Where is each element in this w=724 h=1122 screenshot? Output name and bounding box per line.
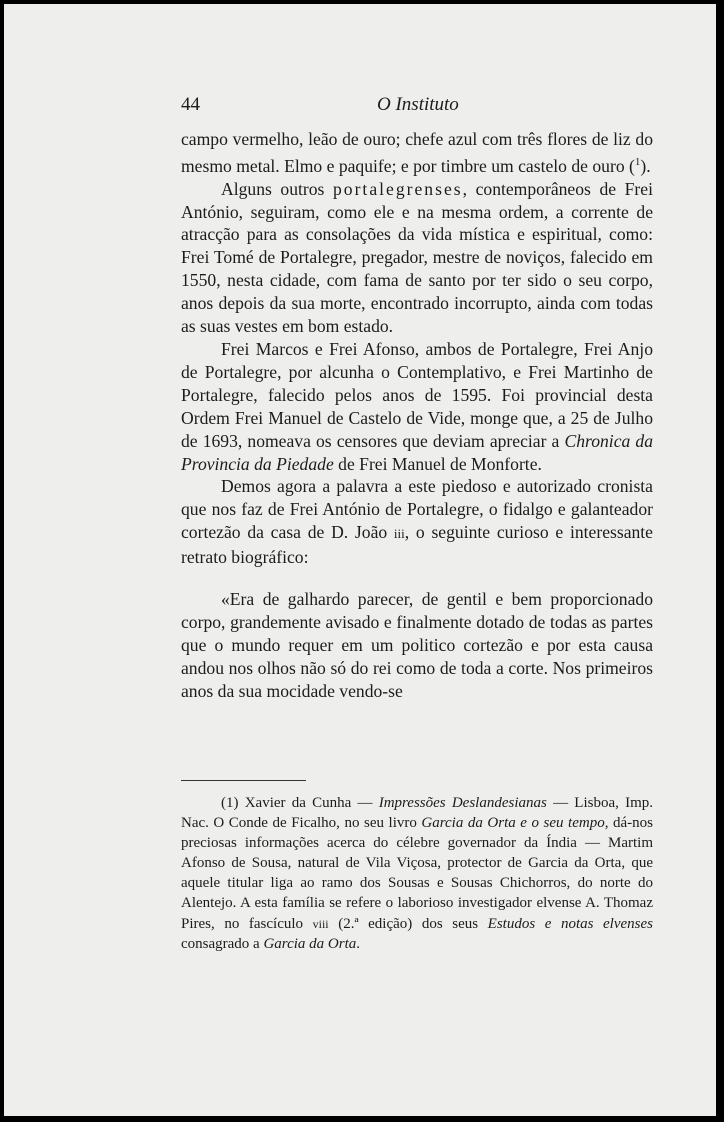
paragraph-4-end: , o seguinte curioso e interessante retrato biográfico: [181,522,653,568]
footnote-part-1: Xavier da Cunha — [238,795,379,811]
book-page [4,4,716,1116]
page-header [181,94,653,116]
paragraph-2-spaced-word: portalegrenses [332,178,463,199]
quote-paragraph: «Era de galhardo parecer, de gentil e bem proporcionado corpo, grandemente avisado e finalmente dotado de todas as partes que o mundo requer em um politico cortezão e por esta causa andou nos olhos não só do rei como de toda a corte. Nos primeiros anos da sua mocidade vendo-se [181,589,653,701]
paragraph-4 [181,475,653,569]
footnote-part-2: — Lisboa, Imp. Nac. O Conde de Ficalho, no seu livro [181,795,653,832]
footnote-part-5: consagrado a [181,935,264,952]
footnote-part-4: (2.ª edição) dos seus [328,915,488,932]
chronica-title: Chronica da Provincia da Piedade [181,430,653,474]
paragraph-2-start: Alguns outros [221,178,333,199]
footnote-title-2: Garcia da Orta e o seu tempo [421,815,605,832]
footnote-end: . [356,935,360,952]
running-title: O Instituto [377,94,459,115]
footnote-marker: (1) [221,795,239,811]
footnote-title-4: Garcia da Orta [263,935,357,952]
paragraph-3-start: Frei Marcos e Frei Afonso, ambos de Portalegre, Frei Anjo de Portalegre, por alcunha o Contemplativo, e Frei Martinho de Portalegre, falecido pelos anos de 1595. Foi provincial desta Ordem Frei Manuel de Castelo de Vide, monge que, a 25 de Julho de 1693, nomeava os censores que deviam apreciar a [181,339,653,451]
paragraph-3-end: de Frei Manuel de Monforte. [333,453,542,474]
paragraph-1-text: campo vermelho, leão de ouro; chefe azul com três flores de liz do mesmo metal. Elmo e paquife; e por timbre um castelo de ouro ( [181,129,653,176]
footnote-title-1: Impressões Deslandesianas [378,795,547,811]
footnote-part-3: , dá-nos preciosas informações acerca do célebre governador da Índia — Martim Afonso de Sousa, natural de Vila Viçosa, protector de Garcia da Orta, que aquele titular liga ao ramo dos Sousas e Sousas Chichorros, do norte do Alentejo. A esta família se refere o laborioso investigador elvense A. Thomaz Pires, no fascículo [181,815,653,932]
paragraph-2-rest: , contemporâneos de Frei António, seguiram, como ele e na mesma ordem, a corrente de atracção para as consolações da vida mística e espiritual, como: Frei Tomé de Portalegre, pregador, mestre de noviços, falecido em 1550, nesta cidade, com fama de santo por ter sido o seu corpo, anos depois da sua morte, encontrado incorrupto, ainda com todas as suas vestes em bom estado. [181,178,653,337]
paragraph-3 [181,338,653,475]
paragraph-2 [181,178,653,338]
paragraph-1 [181,128,653,178]
regnal-number: iii [393,526,405,542]
footnote-text [181,793,653,954]
paragraph-1-end: ). [640,155,651,176]
footnote-fascicle-number: viii [312,916,329,931]
body-text [181,128,653,703]
page-number: 44 [181,94,200,115]
footnote-ref: 1 [634,155,641,168]
footnote-title-3: Estudos e notas elvenses [487,915,654,932]
footnote [181,793,653,954]
footnote-divider [181,780,306,781]
paragraph-4-start: Demos agora a palavra a este piedoso e autorizado cronista que nos faz de Frei António de Portalegre, o fidalgo e galanteador cortezão da casa de D. João [181,476,653,543]
